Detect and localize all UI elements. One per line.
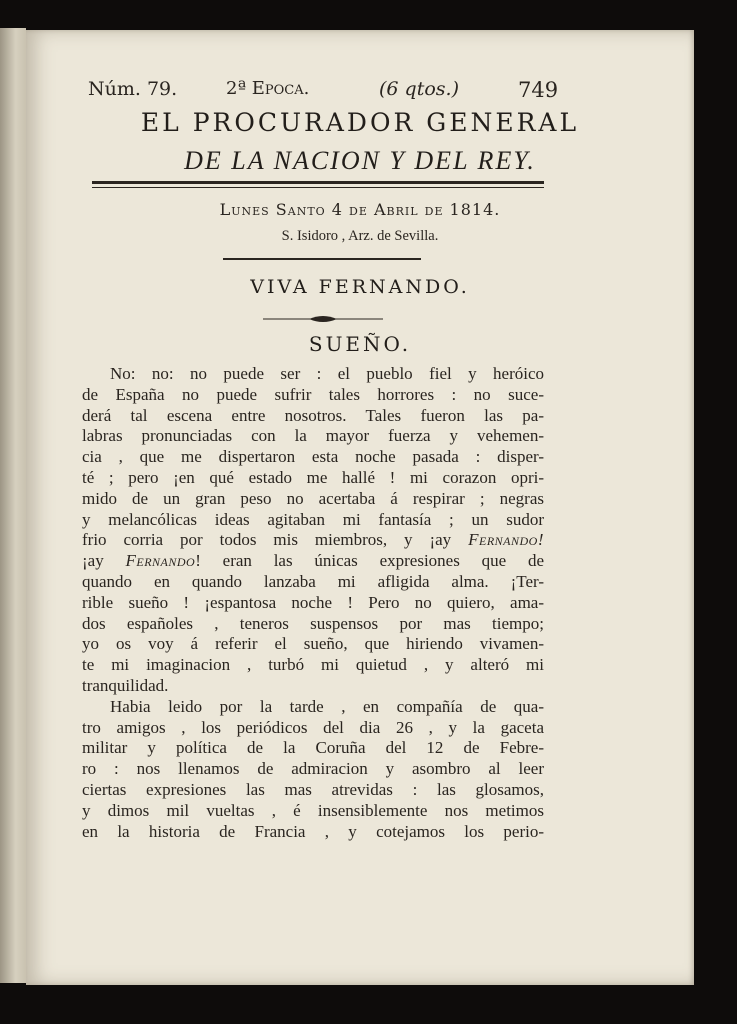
article-body	[82, 364, 544, 842]
body-line-text: frio corria por todos mis miembros, y ¡ay	[82, 530, 469, 550]
masthead-title: EL PROCURADOR GENERAL	[140, 108, 580, 137]
body-line-text: ¡ay	[82, 551, 126, 571]
fernando-name: Fernando	[125, 551, 196, 571]
body-line: No: no: no puede ser : el pueblo fiel y heróico	[110, 364, 544, 383]
body-line: ro : nos llenamos de admiracion y asombro al leer	[82, 759, 544, 779]
body-line: té ; pero ¡en qué estado me hallé ! mi corazon opri-	[82, 467, 544, 487]
body-line: de España no puede sufrir tales horrores : no suce-	[82, 384, 544, 404]
page-header	[26, 78, 694, 108]
masthead-rule-thin	[92, 187, 544, 188]
epoch-label: 2ª Epoca.	[226, 78, 310, 99]
body-line: derá tal escena entre nosotros. Tales fueron las pa-	[82, 405, 544, 425]
body-line: te mi imaginacion , turbó mi quietud , y alteró mi	[82, 655, 544, 675]
book-binding-edge	[0, 28, 26, 983]
body-line-text: ! eran las únicas expresiones que de	[195, 551, 544, 571]
body-line: en la historia de Francia , y cotejamos los perio-	[82, 821, 544, 841]
body-line: mido de un gran peso no acertaba á respirar ; negras	[82, 488, 544, 508]
body-line: tranquilidad.	[82, 675, 169, 695]
masthead-subtitle: DE LA NACION Y DEL REY.	[184, 146, 536, 175]
body-line: yo os voy á referir el sueño, que hiriendo vivamen-	[82, 634, 544, 654]
newspaper-page	[26, 30, 694, 985]
body-line: labras pronunciadas con la mayor fuerza y vehemen-	[82, 426, 544, 446]
dateline-rule	[223, 258, 421, 260]
page-number: 749	[518, 78, 559, 102]
heading-viva: VIVA FERNANDO.	[250, 276, 470, 298]
body-line: y melancólicas ideas agitaban mi fantasía ; un sudor	[82, 509, 544, 529]
body-line	[82, 530, 544, 551]
masthead-rule-thick	[92, 181, 544, 184]
fernando-name: Fernando!	[468, 530, 544, 550]
body-line: quando en quando lanzaba mi afligida alma. ¡Ter-	[82, 571, 544, 591]
issue-number: Núm. 79.	[88, 78, 178, 100]
body-line: tro amigos , los periódicos del dia 26 , y la gaceta	[82, 717, 544, 737]
body-line: militar y política de la Coruña del 12 de Febre-	[82, 738, 544, 758]
body-line	[82, 551, 544, 572]
price-label: (6 qtos.)	[379, 78, 459, 100]
body-line: cia , que me dispertaron esta noche pasada : disper-	[82, 447, 544, 467]
dateline-saint: S. Isidoro , Arz. de Sevilla.	[281, 228, 439, 244]
body-line: Habia leido por la tarde , en compañía de qua-	[110, 696, 544, 716]
body-line: rible sueño ! ¡espantosa noche ! Pero no quiero, ama-	[82, 592, 544, 612]
body-line: dos españoles , teneros suspensos por mas tiempo;	[82, 613, 544, 633]
heading-sueno: SUEÑO.	[308, 332, 412, 356]
body-line: y dimos mil vueltas , é insensiblemente nos metimos	[82, 800, 544, 820]
body-line: ciertas expresiones las mas atrevidas : las glosamos,	[82, 779, 544, 799]
ornament-divider-icon	[263, 313, 383, 325]
dateline-date: Lunes Santo 4 de Abril de 1814.	[219, 200, 501, 219]
